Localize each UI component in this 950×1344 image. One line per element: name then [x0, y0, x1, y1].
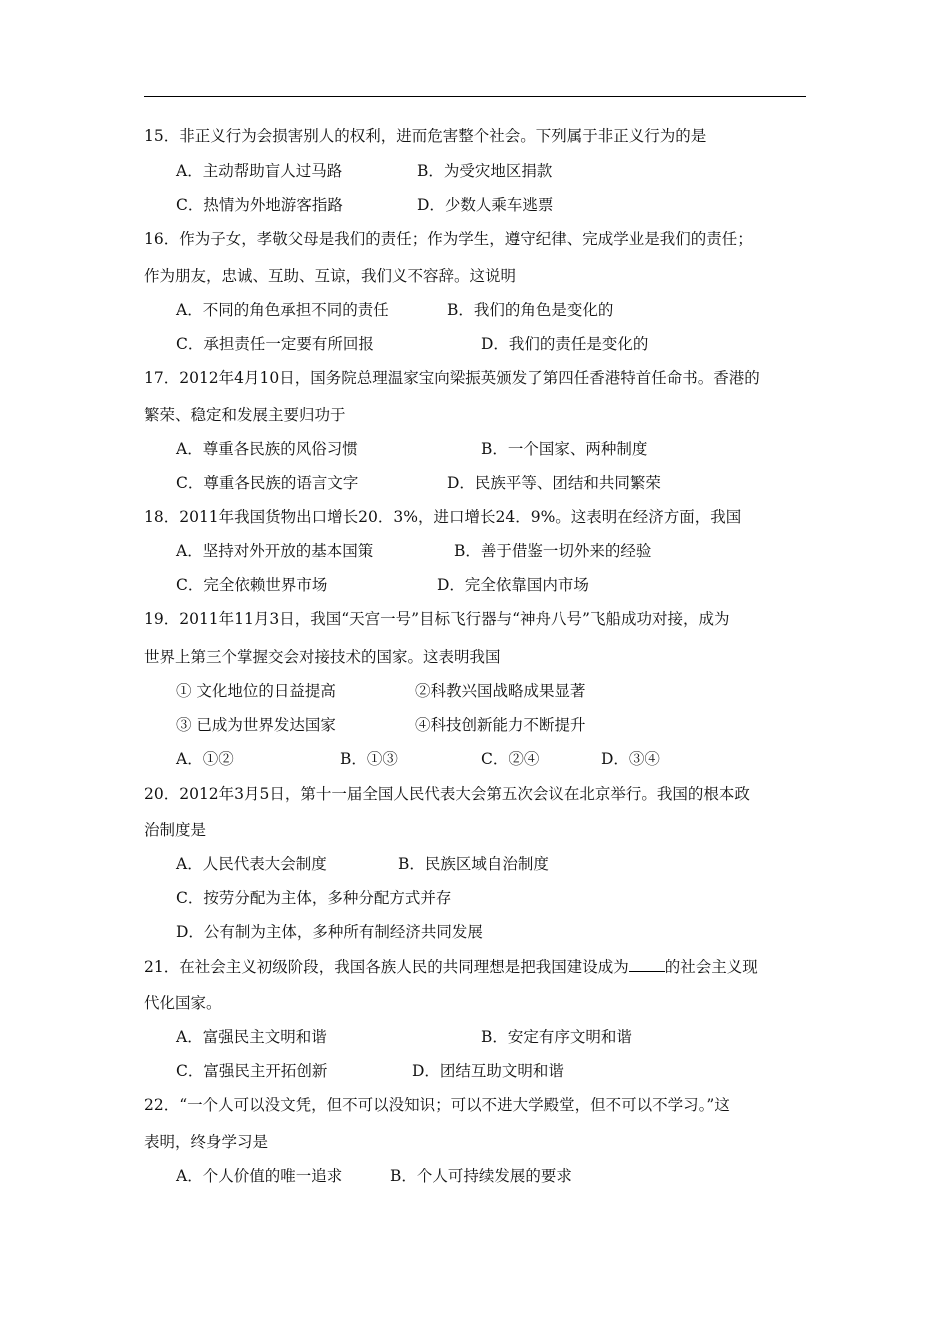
question-19-statement-2: ②科教兴国战略成果显著 [415, 682, 586, 700]
question-15-stem: 15．非正义行为会损害别人的权利，进而危害整个社会。下列属于非正义行为的是 [144, 127, 707, 145]
question-21-option-c: C．富强民主开拓创新 [176, 1062, 328, 1080]
question-19-option-a: A．①② [176, 750, 234, 768]
question-18-option-d: D．完全依靠国内市场 [437, 576, 589, 594]
question-16-option-a: A．不同的角色承担不同的责任 [176, 301, 389, 319]
question-17-option-b: B．一个国家、两种制度 [481, 440, 648, 458]
question-19-option-d: D．③④ [601, 750, 660, 768]
question-21-stem-part-2: 的社会主义现 [664, 958, 758, 976]
question-19-statement-1: ① 文化地位的日益提高 [176, 682, 336, 700]
question-15-option-b: B．为受灾地区捐款 [417, 162, 553, 180]
question-21-option-a: A．富强民主文明和谐 [176, 1028, 327, 1046]
question-17-option-a: A．尊重各民族的风俗习惯 [176, 440, 358, 458]
question-17-option-c: C．尊重各民族的语言文字 [176, 474, 359, 492]
question-20-option-b: B．民族区域自治制度 [398, 855, 549, 873]
question-21-stem-line-1 [144, 957, 758, 977]
question-19-stem-line-1: 19．2011年11月3日，我国“天宫一号”目标飞行器与“神舟八号”飞船成功对接，成为 [144, 610, 730, 628]
header-rule [144, 96, 806, 97]
answer-blank [629, 957, 665, 972]
question-21-option-d: D．团结互助文明和谐 [412, 1062, 564, 1080]
question-19-statement-4: ④科技创新能力不断提升 [415, 716, 586, 734]
question-22-stem-line-2: 表明，终身学习是 [144, 1133, 269, 1151]
question-15-option-a: A．主动帮助盲人过马路 [176, 162, 343, 180]
question-22-option-a: A．个人价值的唯一追求 [176, 1167, 343, 1185]
question-20-option-c: C．按劳分配为主体，多种分配方式并存 [176, 889, 452, 907]
question-20-option-d: D．公有制为主体，多种所有制经济共同发展 [176, 923, 483, 941]
question-20-option-a: A．人民代表大会制度 [176, 855, 327, 873]
question-16-stem-line-2: 作为朋友，忠诚、互助、互谅，我们义不容辞。这说明 [144, 267, 517, 285]
question-22-option-b: B．个人可持续发展的要求 [390, 1167, 572, 1185]
question-16-option-b: B．我们的角色是变化的 [447, 301, 614, 319]
question-16-stem-line-1: 16．作为子女，孝敬父母是我们的责任；作为学生，遵守纪律、完成学业是我们的责任； [144, 230, 753, 248]
question-21-stem-part-1: 21．在社会主义初级阶段，我国各族人民的共同理想是把我国建设成为 [144, 958, 629, 976]
question-20-stem-line-2: 治制度是 [144, 821, 207, 839]
question-19-stem-line-2: 世界上第三个掌握交会对接技术的国家。这表明我国 [144, 648, 501, 666]
question-15-option-d: D．少数人乘车逃票 [417, 196, 554, 214]
question-17-stem-line-2: 繁荣、稳定和发展主要归功于 [144, 406, 346, 424]
question-18-stem: 18．2011年我国货物出口增长20．3%，进口增长24．9%。这表明在经济方面，我国 [144, 508, 742, 526]
question-18-option-a: A．坚持对外开放的基本国策 [176, 542, 374, 560]
question-18-option-c: C．完全依赖世界市场 [176, 576, 328, 594]
question-16-option-c: C．承担责任一定要有所回报 [176, 335, 374, 353]
question-22-stem-line-1: 22．“一个人可以没文凭，但不可以没知识；可以不进大学殿堂，但不可以不学习。”这 [144, 1096, 730, 1114]
question-18-option-b: B．善于借鉴一切外来的经验 [454, 542, 652, 560]
question-19-option-c: C．②④ [481, 750, 540, 768]
question-21-option-b: B．安定有序文明和谐 [481, 1028, 632, 1046]
question-19-statement-3: ③ 已成为世界发达国家 [176, 716, 336, 734]
question-15-option-c: C．热情为外地游客指路 [176, 196, 343, 214]
question-17-stem-line-1: 17．2012年4月10日，国务院总理温家宝向梁振英颁发了第四任香港特首任命书。香港的 [144, 369, 760, 387]
question-16-option-d: D．我们的责任是变化的 [481, 335, 649, 353]
question-17-option-d: D．民族平等、团结和共同繁荣 [447, 474, 661, 492]
question-19-option-b: B．①③ [340, 750, 398, 768]
question-20-stem-line-1: 20．2012年3月5日，第十一届全国人民代表大会第五次会议在北京举行。我国的根本政 [144, 785, 750, 803]
question-21-stem-line-2: 代化国家。 [144, 994, 222, 1012]
